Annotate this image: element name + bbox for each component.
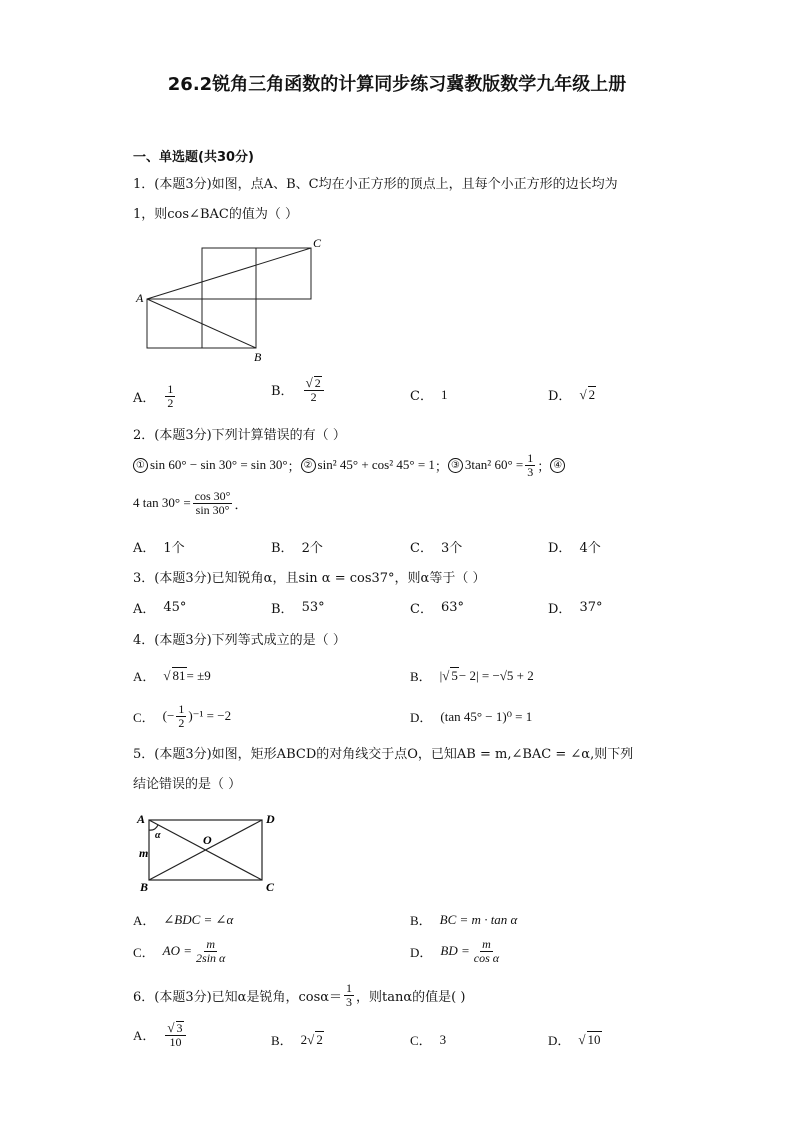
q5-label-b: B: [140, 880, 149, 894]
q1-option-c[interactable]: C． 1: [410, 386, 448, 404]
q5-option-b[interactable]: B． BC = m · tan α: [410, 911, 518, 928]
q1-label-b: B: [254, 350, 262, 364]
q2-option-b[interactable]: B． 2个: [271, 541, 323, 556]
q5-stem-line1: 5．(本题3分)如图，矩形ABCD的对角线交于点O，已知AB = m,∠BAC = ∠α,则下列: [133, 747, 634, 762]
q5-option-c[interactable]: C． AO = $\frac{m}{\text{2sin α}}$: [133, 937, 226, 965]
q1-stem-line2: 1，则cos∠BAC的值为（ ）: [133, 207, 298, 222]
q5-label-d: D: [266, 812, 275, 826]
q1-label-c: C: [313, 236, 322, 250]
q6-option-a[interactable]: A． $\frac{√ 3}{10}$: [133, 1021, 188, 1048]
q4-option-c[interactable]: C． (− $\frac{1}{2}$ )⁻¹ = −2: [133, 702, 232, 730]
q5-stem-line2: 结论错误的是（ ）: [133, 777, 242, 792]
q3-option-a[interactable]: A． 45°: [133, 600, 187, 617]
q4-option-a[interactable]: A． √ 81 = ±9: [133, 667, 211, 684]
q1-label-a: A: [136, 291, 144, 305]
q6-option-c[interactable]: C． 3: [410, 1031, 447, 1048]
q5-rectangle-figure: [133, 808, 283, 898]
q4-option-b[interactable]: B． | √ 5 − 2| = −√5 + 2: [410, 667, 534, 684]
page-title: 26.2锐角三角函数的计算同步练习冀教版数学九年级上册: [167, 74, 627, 95]
q5-label-o: O: [203, 833, 212, 847]
q5-label-c: C: [266, 880, 275, 894]
q3-option-c[interactable]: C． 63°: [410, 600, 464, 617]
q5-option-d[interactable]: D． BD = $\frac{m}{\text{cos α}}$: [410, 937, 500, 965]
q2-option-c[interactable]: C． 3个: [410, 541, 463, 556]
q4-stem: 4．(本题3分)下列等式成立的是（ ）: [133, 633, 346, 648]
q1-grid-figure: [130, 232, 330, 364]
q1-option-a[interactable]: A． $\frac{1}{2}$: [133, 382, 174, 410]
q1-line-ac: [147, 248, 311, 299]
q2-option-a[interactable]: A． 1个: [133, 541, 185, 556]
q2-statement-4: 4 tan 30° = $\frac{\cos 30^\circ}{\sin 30^\circ}$ ．: [133, 489, 248, 517]
q5-label-a: A: [137, 812, 146, 826]
q2-option-d[interactable]: D． 4个: [548, 541, 601, 556]
section-heading: 一、单选题(共30分): [133, 150, 254, 165]
q6-option-b[interactable]: B． 2 √ 2: [271, 1031, 323, 1048]
q1-option-d[interactable]: D． √ 2: [548, 387, 596, 404]
q1-option-b[interactable]: B． $\frac{√ 2}{2}$: [271, 376, 326, 403]
q3-stem: 3．(本题3分)已知锐角α，且sin α = cos37°，则α等于（ ）: [133, 571, 486, 586]
q5-label-alpha: α: [155, 830, 161, 841]
q2-statements-line1: ① sin 60° − sin 30° = sin 30° ； ② sin² 45° + cos² 45° = 1 ； ③ 3tan² 60° = $\frac{1}{3}$ ； ④: [133, 452, 567, 478]
q3-option-d[interactable]: D． 37°: [548, 600, 603, 617]
q4-option-d[interactable]: D． (tan 45° − 1)⁰ = 1: [410, 708, 533, 725]
q5-label-m: m: [139, 846, 149, 860]
q2-stem: 2．(本题3分)下列计算错误的有（ ）: [133, 428, 346, 443]
q5-option-a[interactable]: A． ∠BDC = ∠α: [133, 911, 234, 928]
q3-option-b[interactable]: B． 53°: [271, 600, 325, 617]
q6-option-d[interactable]: D． √ 10: [548, 1031, 601, 1048]
q6-stem: 6．(本题3分)已知α是锐角，cosα＝ $\frac{1}{3}$ ，则tanα的值是( ): [133, 981, 466, 1009]
q1-stem-line1: 1．(本题3分)如图，点A、B、C均在小正方形的顶点上，且每个小正方形的边长均为: [133, 177, 618, 192]
